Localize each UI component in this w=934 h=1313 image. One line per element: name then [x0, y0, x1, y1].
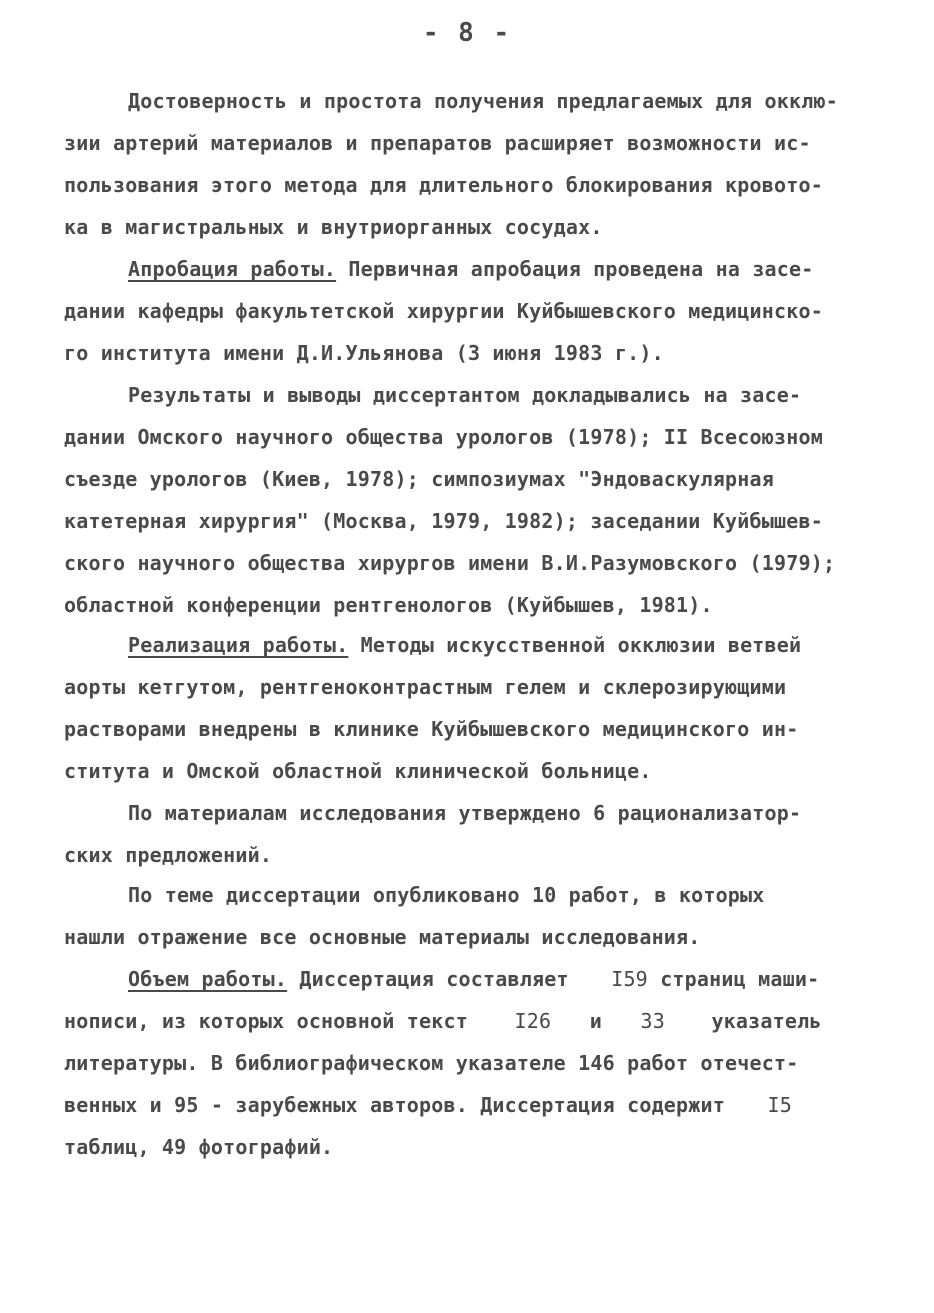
text-line: ститута и Омской областной клинической больнице.	[64, 759, 652, 783]
main-text-pages-value: I26	[514, 1009, 552, 1033]
text-line: съезде урологов (Киев, 1978); симпозиумах "Эндоваскулярная	[64, 467, 774, 491]
implementation-text: Методы искусственной окклюзии ветвей	[360, 633, 802, 657]
total-pages-value: I59	[611, 967, 648, 991]
text-line: По материалам исследования утверждено 6 рационализатор-	[128, 801, 802, 825]
implementation-first-line	[128, 626, 801, 664]
text-line: растворами внедрены в клинике Куйбышевского медицинского ин-	[64, 717, 799, 741]
page-number: - 8 -	[422, 18, 512, 48]
volume-text: и	[589, 1009, 602, 1033]
approbation-text: Первичная апробация проведена на засе-	[348, 257, 814, 281]
text-line: литературы. В библиографическом указателе 146 работ отечест-	[64, 1051, 799, 1075]
volume-heading: Объем работы.	[128, 967, 288, 991]
volume-first-line	[128, 960, 819, 998]
volume-text: нописи, из которых основной текст	[64, 1009, 468, 1033]
text-line: ских предложений.	[64, 843, 273, 867]
approbation-first-line	[128, 250, 814, 288]
implementation-heading: Реализация работы.	[128, 633, 349, 657]
volume-text: указатель	[711, 1009, 822, 1033]
text-line: областной конференции рентгенологов (Куйбышев, 1981).	[64, 593, 713, 617]
text-line: ка в магистральных и внутриорганных сосудах.	[64, 215, 603, 239]
text-line: пользования этого метода для длительного блокирования кровото-	[64, 173, 823, 197]
approbation-heading: Апробация работы.	[128, 257, 337, 281]
volume-fourth-line	[64, 1086, 792, 1124]
text-line: Результаты и выводы диссертантом докладывались на засе-	[128, 383, 802, 407]
volume-text: венных и 95 - зарубежных авторов. Диссертация содержит	[64, 1093, 726, 1117]
text-line: По теме диссертации опубликовано 10 работ, в которых	[128, 883, 765, 907]
text-line: го института имени Д.И.Ульянова (3 июня 1983 г.).	[64, 341, 664, 365]
volume-second-line	[64, 1002, 822, 1040]
text-line: катетерная хирургия" (Москва, 1979, 1982); заседании Куйбышев-	[64, 509, 823, 533]
text-line: дании Омского научного общества урологов (1978); II Всесоюзном	[64, 425, 823, 449]
text-line: аорты кетгутом, рентгеноконтрастным гелем и склерозирующими	[64, 675, 787, 699]
reference-pages-value: 33	[640, 1009, 665, 1033]
tables-count-value: I5	[767, 1093, 792, 1117]
text-line: нашли отражение все основные материалы исследования.	[64, 925, 701, 949]
volume-text: страниц маши-	[660, 967, 820, 991]
text-line: таблиц, 49 фотографий.	[64, 1135, 334, 1159]
text-line: дании кафедры факультетской хирургии Куйбышевского медицинско-	[64, 299, 823, 323]
volume-text: Диссертация составляет	[299, 967, 569, 991]
text-line: зии артерий материалов и препаратов расширяет возможности ис-	[64, 131, 811, 155]
text-line: Достоверность и простота получения предлагаемых для окклю-	[128, 89, 838, 113]
text-line: ского научного общества хирургов имени В.И.Разумовского (1979);	[64, 551, 836, 575]
